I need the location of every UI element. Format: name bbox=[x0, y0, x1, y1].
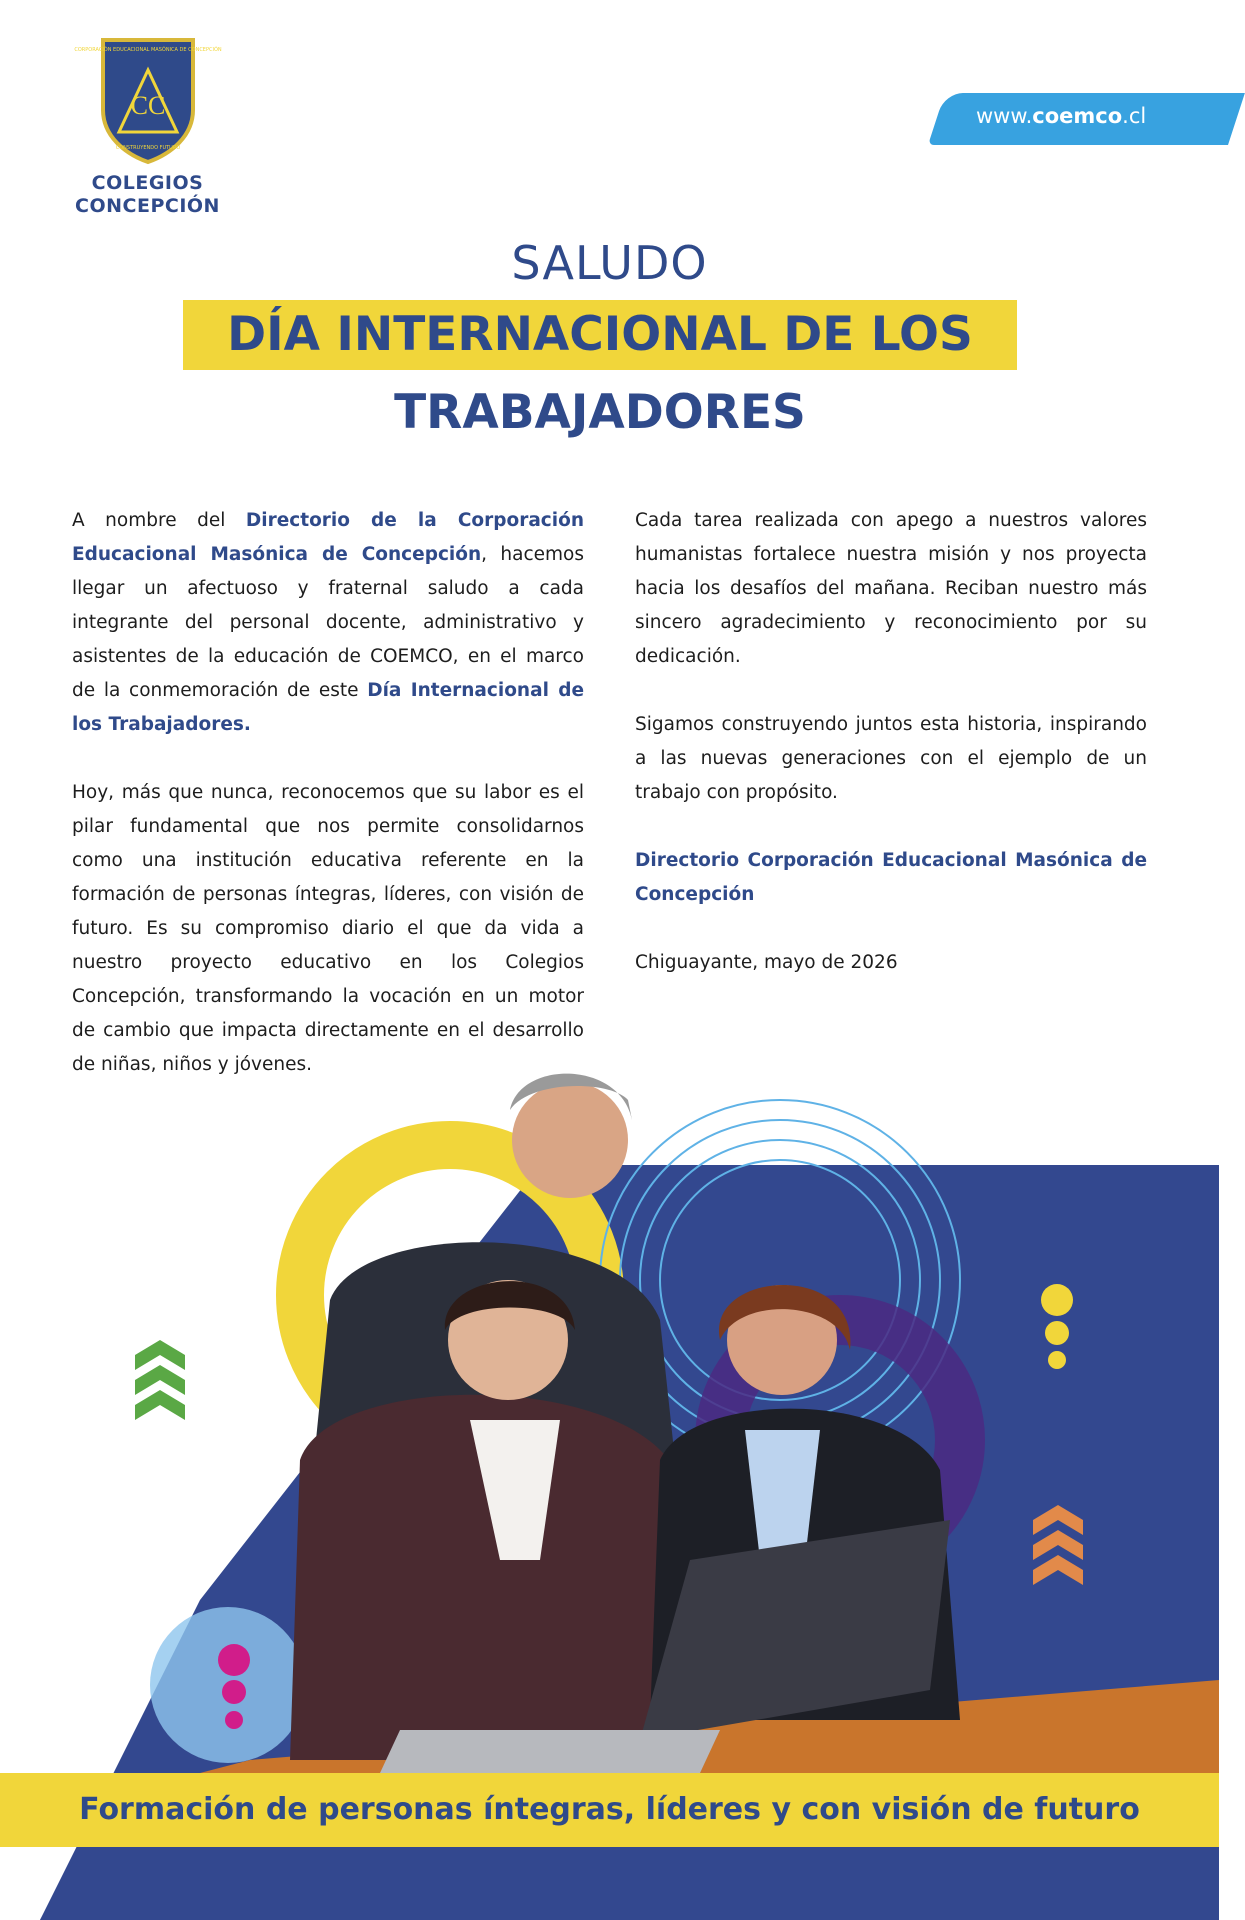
p1-text-a: A nombre del bbox=[72, 510, 246, 531]
title-line-1: DÍA INTERNACIONAL DE LOS bbox=[227, 307, 973, 362]
logo-name-line1: COLEGIOS bbox=[91, 172, 204, 194]
closed-laptop bbox=[380, 1730, 720, 1773]
website-domain: coemco bbox=[1032, 104, 1123, 128]
title-line-2: TRABAJADORES bbox=[394, 385, 806, 440]
p1-text-b: , hacemos llegar un afectuoso y fraternal saludo a cada integrante del personal docente, administrativo y asistentes de la educación de COEMCO, en el marco de la conmemoración de este bbox=[72, 544, 585, 701]
website-link[interactable] bbox=[976, 104, 1146, 128]
logo-initials: CC bbox=[130, 91, 165, 120]
title-saludo: SALUDO bbox=[511, 236, 708, 290]
logo-name-line2: CONCEPCIÓN bbox=[75, 195, 220, 217]
paragraph-1 bbox=[72, 504, 584, 742]
signature: Directorio Corporación Educacional Masónica de Concepción bbox=[635, 850, 1147, 905]
crest-icon bbox=[73, 36, 222, 166]
website-prefix: www. bbox=[976, 104, 1033, 128]
body-right-column bbox=[635, 504, 1147, 1014]
paragraph-4: Sigamos construyendo juntos esta historia, inspirando a las nuevas generaciones con el ejemplo de un trabajo con propósito. bbox=[635, 714, 1147, 803]
body-left-column bbox=[72, 504, 584, 1116]
logo-ring-text-top: CORPORACIÓN EDUCACIONAL MASÓNICA DE CONCEPCIÓN bbox=[73, 47, 222, 53]
logo-ring-text-bottom: CONSTRUYENDO FUTURO bbox=[115, 145, 180, 151]
p1-highlight-dia: Día Internacional de los Trabajadores. bbox=[72, 680, 584, 735]
p1-highlight-directorio: Directorio de la Corporación Educacional Masónica de Concepción bbox=[72, 510, 584, 565]
school-logo bbox=[70, 36, 225, 218]
slogan-text: Formación de personas íntegras, líderes y con visión de futuro bbox=[79, 1792, 1140, 1827]
paragraph-3: Cada tarea realizada con apego a nuestros valores humanistas fortalece nuestra misión y nos proyecta hacia los desafíos del mañana. Reciban nuestro más sincero agradecimiento y reconocimiento por su dedicación. bbox=[635, 510, 1147, 667]
paragraph-2: Hoy, más que nunca, reconocemos que su labor es el pilar fundamental que nos permite consolidarnos como una institución educativa referente en la formación de personas íntegras, líderes, con visión de futuro. Es su compromiso diario el que da vida a nuestro proyecto educativo en los Colegios Concepción, transformando la vocación en un motor de cambio que impacta directamente en el desarrollo de niñas, niños y jóvenes. bbox=[72, 782, 584, 1075]
website-suffix: .cl bbox=[1122, 104, 1147, 128]
place-date: Chiguayante, mayo de 2026 bbox=[635, 952, 898, 973]
footer-blue-shape bbox=[40, 1850, 1219, 1920]
green-chevrons-icon bbox=[135, 1340, 185, 1420]
